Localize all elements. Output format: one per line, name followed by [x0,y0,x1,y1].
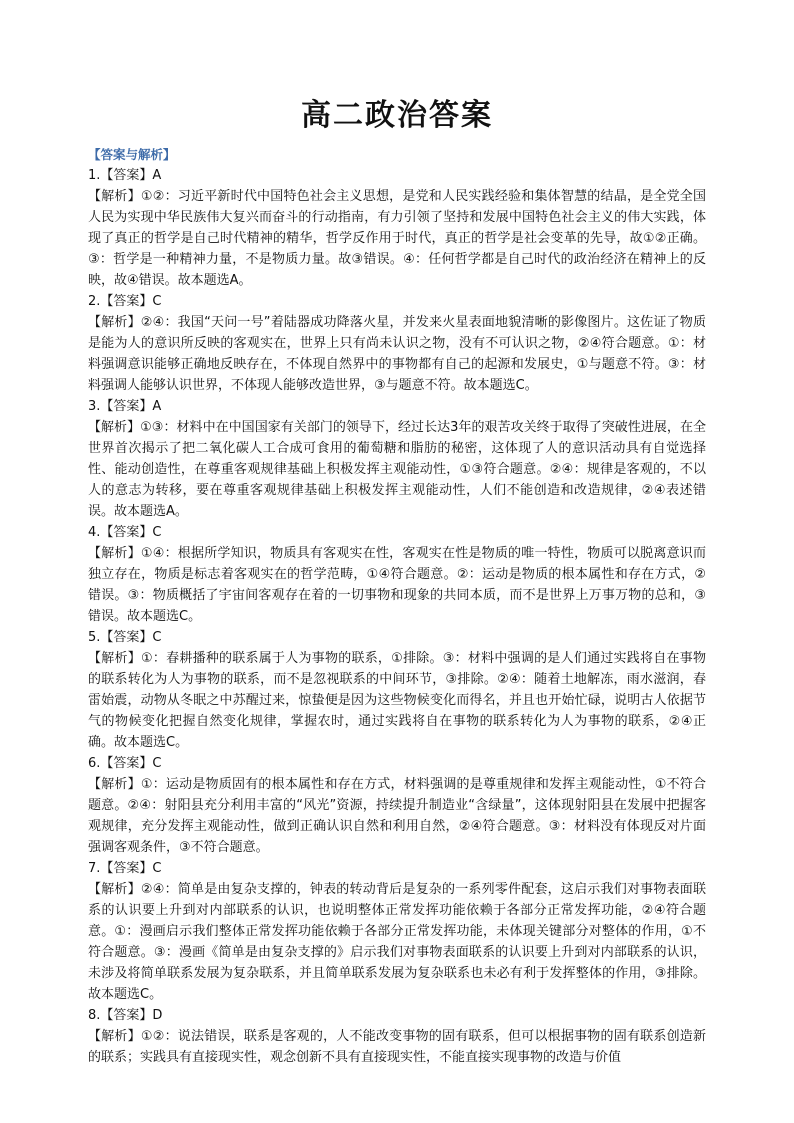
answer-item [88,291,706,396]
answer-line: 2.【答案】C [88,294,162,309]
explanation-paragraph: 【解析】①：运动是物质固有的根本属性和存在方式，材料强调的是尊重规律和发挥主观能动性，①不符合题意。②④：射阳县充分利用丰富的“风光”资源，持续提升制造业“含绿量”，这体现射阳县在发展中把握客观规律，充分发挥主观能动性，做到正确认识自然和利用自然，②④符合题意。③：材料没有体现反对片面强调客观条件，③不符合题意。 [88,777,706,855]
answer-item [88,522,706,627]
answer-line: 7.【答案】C [88,861,162,876]
explanation-paragraph: 【解析】①④：根据所学知识，物质具有客观实在性，客观实在性是物质的唯一特性，物质可以脱离意识而独立存在，物质是标志着客观实在的哲学范畴，①④符合题意。②：运动是物质的根本属性和存在方式，②错误。③：物质概括了宇宙间客观存在着的一切事物和现象的共同本质，而不是世界上万事万物的总和，③错误。故本题选C。 [88,546,706,624]
answer-line: 6.【答案】C [88,756,162,771]
answer-item [88,858,706,1005]
page-title: 高二政治答案 [301,98,493,133]
answer-line: 8.【答案】D [88,1008,163,1023]
answer-item [88,165,706,291]
explanation-paragraph: 【解析】②④：我国“天问一号”着陆器成功降落火星，并发来火星表面地貌清晰的影像图片。这佐证了物质是能为人的意识所反映的客观实在，世界上只有尚未认识之物，没有不可认识之物，②④符合题意。①：材料强调意识能够正确地反映存在，不体现自然界中的事物都有自己的起源和发展史，①与题意不符。③：材料强调人能够认识世界，不体现人能够改造世界，③与题意不符。故本题选C。 [88,315,706,393]
explanation-paragraph: 【解析】①③：材料中在中国国家有关部门的领导下，经过长达3年的艰苦攻关终于取得了突破性进展，在全世界首次揭示了把二氧化碳人工合成可食用的葡萄糖和脂肪的秘密，这体现了人的意识活动具有自觉选择性、能动创造性，在尊重客观规律基础上积极发挥主观能动性，①③符合题意。②④：规律是客观的，不以人的意志为转移，要在尊重客观规律基础上积极发挥主观能动性，人们不能创造和改造规律，②④表述错误。故本题选A。 [88,420,706,519]
answer-item [88,1005,706,1068]
explanation-paragraph: 【解析】①：春耕播种的联系属于人为事物的联系，①排除。③：材料中强调的是人们通过实践将自在事物的联系转化为人为事物的联系，而不是忽视联系的中间环节，③排除。②④：随着土地解冻，雨水滋润，春雷始震，动物从冬眠之中苏醒过来，惊蛰便是因为这些物候变化而得名，并且也开始忙碌，说明古人依据节气的物候变化把握自然变化规律，掌握农时，通过实践将自在事物的联系转化为人为事物的联系，②④正确。故本题选C。 [88,651,706,750]
answer-line: 3.【答案】A [88,399,162,414]
explanation-paragraph: 【解析】①②：习近平新时代中国特色社会主义思想，是党和人民实践经验和集体智慧的结晶，是全党全国人民为实现中华民族伟大复兴而奋斗的行动指南，有力引领了坚持和发展中国特色社会主义的伟大实践，体现了真正的哲学是自己时代精神的精华，哲学反作用于时代，真正的哲学是社会变革的先导，故①②正确。③：哲学是一种精神力量，不是物质力量。故③错误。④：任何哲学都是自己时代的政治经济在精神上的反映，故④错误。故本题选A。 [88,189,706,288]
section-heading: 【答案与解析】 [88,147,176,162]
explanation-paragraph: 【解析】①②：说法错误，联系是客观的，人不能改变事物的固有联系，但可以根据事物的固有联系创造新的联系；实践具有直接现实性，观念创新不具有直接现实性，不能直接实现事物的改造与价值 [88,1029,706,1065]
explanation-paragraph: 【解析】②④：简单是由复杂支撑的，钟表的转动背后是复杂的一系列零件配套，这启示我们对事物表面联系的认识要上升到对内部联系的认识，也说明整体正常发挥功能依赖于各部分正常发挥功能，②④符合题意。①：漫画启示我们整体正常发挥功能依赖于各部分正常发挥功能，未体现关键部分对整体的作用，①不符合题意。③：漫画《简单是由复杂支撑的》启示我们对事物表面联系的认识要上升到对内部联系的认识，未涉及将简单联系发展为复杂联系，并且简单联系发展为复杂联系也未必有利于发挥整体的作用，③排除。故本题选C。 [88,882,706,1002]
answer-line: 4.【答案】C [88,525,162,540]
answer-line: 1.【答案】A [88,168,162,183]
answer-item [88,396,706,522]
answer-line: 5.【答案】C [88,630,162,645]
answer-item [88,753,706,858]
answer-item [88,627,706,753]
